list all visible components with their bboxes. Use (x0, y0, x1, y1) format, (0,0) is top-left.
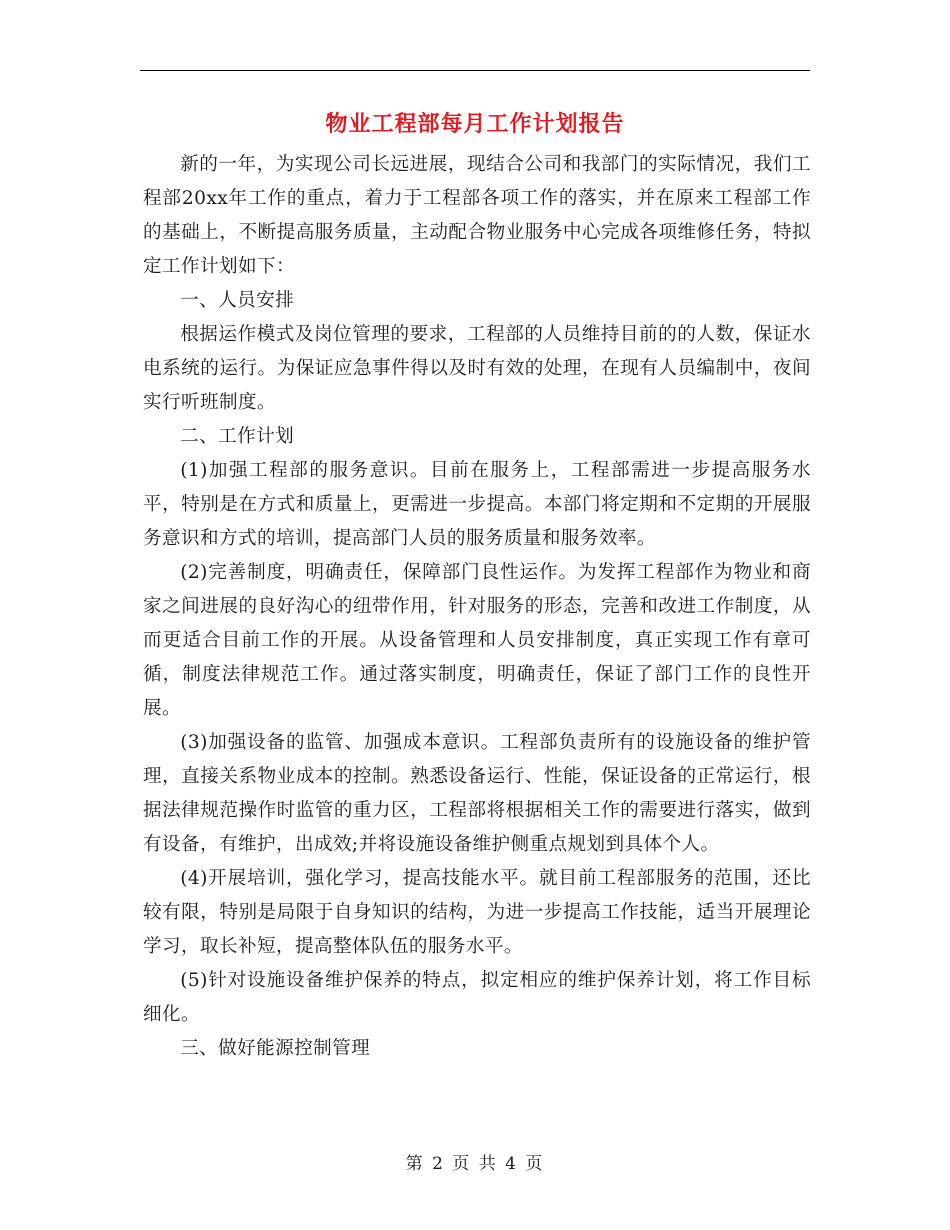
document-title: 物业工程部每月工作计划报告 (325, 111, 625, 137)
section-heading-staffing: 一、人员安排 (180, 290, 295, 311)
work-plan-item-1: (1)加强工程部的服务意识。目前在服务上，工程部需进一步提高服务水平，特别是在方式和质量上，更需进一步提高。本部门将定期和不定期的开展服务意识和方式的培训，提高部门人员的服务质量和服务效率。 (143, 460, 811, 549)
page-number-footer: 第 2 页 共 4 页 (405, 1154, 545, 1174)
staffing-paragraph: 根据运作模式及岗位管理的要求，工程部的人员维持目前的的人数，保证水电系统的运行。为保证应急事件得以及时有效的处理，在现有人员编制中，夜间实行听班制度。 (143, 324, 811, 413)
section-heading-energy: 三、做好能源控制管理 (180, 1038, 371, 1059)
work-plan-item-3: (3)加强设备的监管、加强成本意识。工程部负责所有的设施设备的维护管理，直接关系物业成本的控制。熟悉设备运行、性能，保证设备的正常运行，根据法律规范操作时监管的重力区，工程部将根据相关工作的需要进行落实，做到有设备，有维护，出成效;并将设施设备维护侧重点规划到具体个人。 (143, 732, 811, 855)
intro-paragraph: 新的一年，为实现公司长远进展，现结合公司和我部门的实际情况，我们工程部20xx年工作的重点，着力于工程部各项工作的落实，并在原来工程部工作的基础上，不断提高服务质量，主动配合物业服务中心完成各项维修任务，特拟定工作计划如下： (143, 154, 811, 277)
work-plan-item-5: (5)针对设施设备维护保养的特点，拟定相应的维护保养计划，将工作目标细化。 (143, 970, 811, 1025)
document-body (143, 148, 811, 1066)
section-heading-work-plan: 二、工作计划 (180, 426, 295, 447)
work-plan-item-4: (4)开展培训，强化学习，提高技能水平。就目前工程部服务的范围，还比较有限，特别是局限于自身知识的结构，为进一步提高工作技能，适当开展理论学习，取长补短，提高整体队伍的服务水平。 (143, 868, 811, 957)
header-rule (140, 70, 810, 71)
work-plan-item-2: (2)完善制度，明确责任，保障部门良性运作。为发挥工程部作为物业和商家之间进展的良好沟心的纽带作用，针对服务的形态，完善和改进工作制度，从而更适合目前工作的开展。从设备管理和人员安排制度，真正实现工作有章可循，制度法律规范工作。通过落实制度，明确责任，保证了部门工作的良性开展。 (143, 562, 811, 719)
